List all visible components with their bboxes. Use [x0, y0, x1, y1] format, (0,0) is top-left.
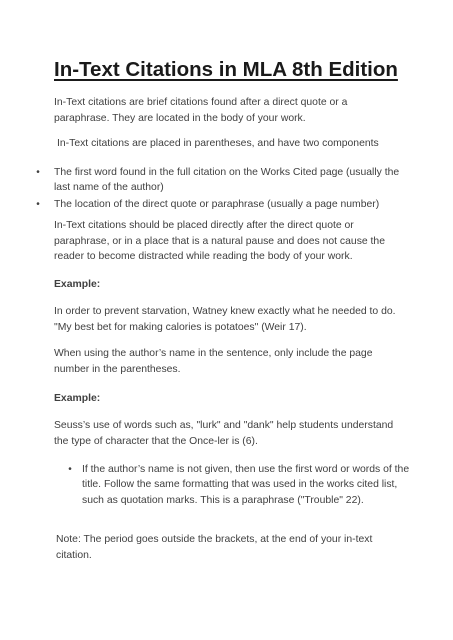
author-rule-paragraph: When using the author’s name in the sentence, only include the page number in the parentheses. — [54, 348, 373, 375]
list-item-text: The location of the direct quote or paraphrase (usually a page number) — [54, 199, 380, 210]
bullet-icon: • — [36, 167, 40, 178]
components-intro-paragraph: In-Text citations are placed in parentheses, and have two components — [57, 138, 379, 149]
list-item — [34, 197, 414, 212]
bullet-icon: • — [68, 464, 72, 475]
note-paragraph: Note: The period goes outside the brackets, at the end of your in-text citation. — [56, 534, 373, 561]
intro-paragraph: In-Text citations are brief citations found after a direct quote or a paraphrase. They are located in the body of your work. — [54, 97, 348, 124]
list-item-text: The first word found in the full citation on the Works Cited page (usually the last name of the author) — [54, 167, 400, 193]
list-item-text: If the author’s name is not given, then use the first word or words of the title. Follow the same formatting that was used in the works cited list, such as quotation marks. This is a paraphrase ("Trouble" 22). — [82, 464, 410, 506]
list-item — [34, 165, 414, 195]
example-paragraph: In order to prevent starvation, Watney knew exactly what he needed to do. "My best bet for making calories is potatoes" (Weir 17). — [54, 306, 396, 333]
components-list — [34, 165, 414, 214]
list-item — [66, 462, 411, 508]
example-heading: Example: — [54, 393, 101, 404]
no-author-list — [66, 462, 411, 508]
document-title: In-Text Citations in MLA 8th Edition — [54, 58, 398, 81]
placement-paragraph: In-Text citations should be placed directly after the direct quote or paraphrase, or in a place that is a natural pause and does not cause the reader to become distracted while reading the body of your work. — [54, 220, 385, 262]
example-paragraph: Seuss’s use of words such as, "lurk" and "dank" help students understand the type of character that the Once-ler is (6). — [54, 420, 394, 447]
example-heading: Example: — [54, 279, 101, 290]
bullet-icon: • — [36, 199, 40, 210]
